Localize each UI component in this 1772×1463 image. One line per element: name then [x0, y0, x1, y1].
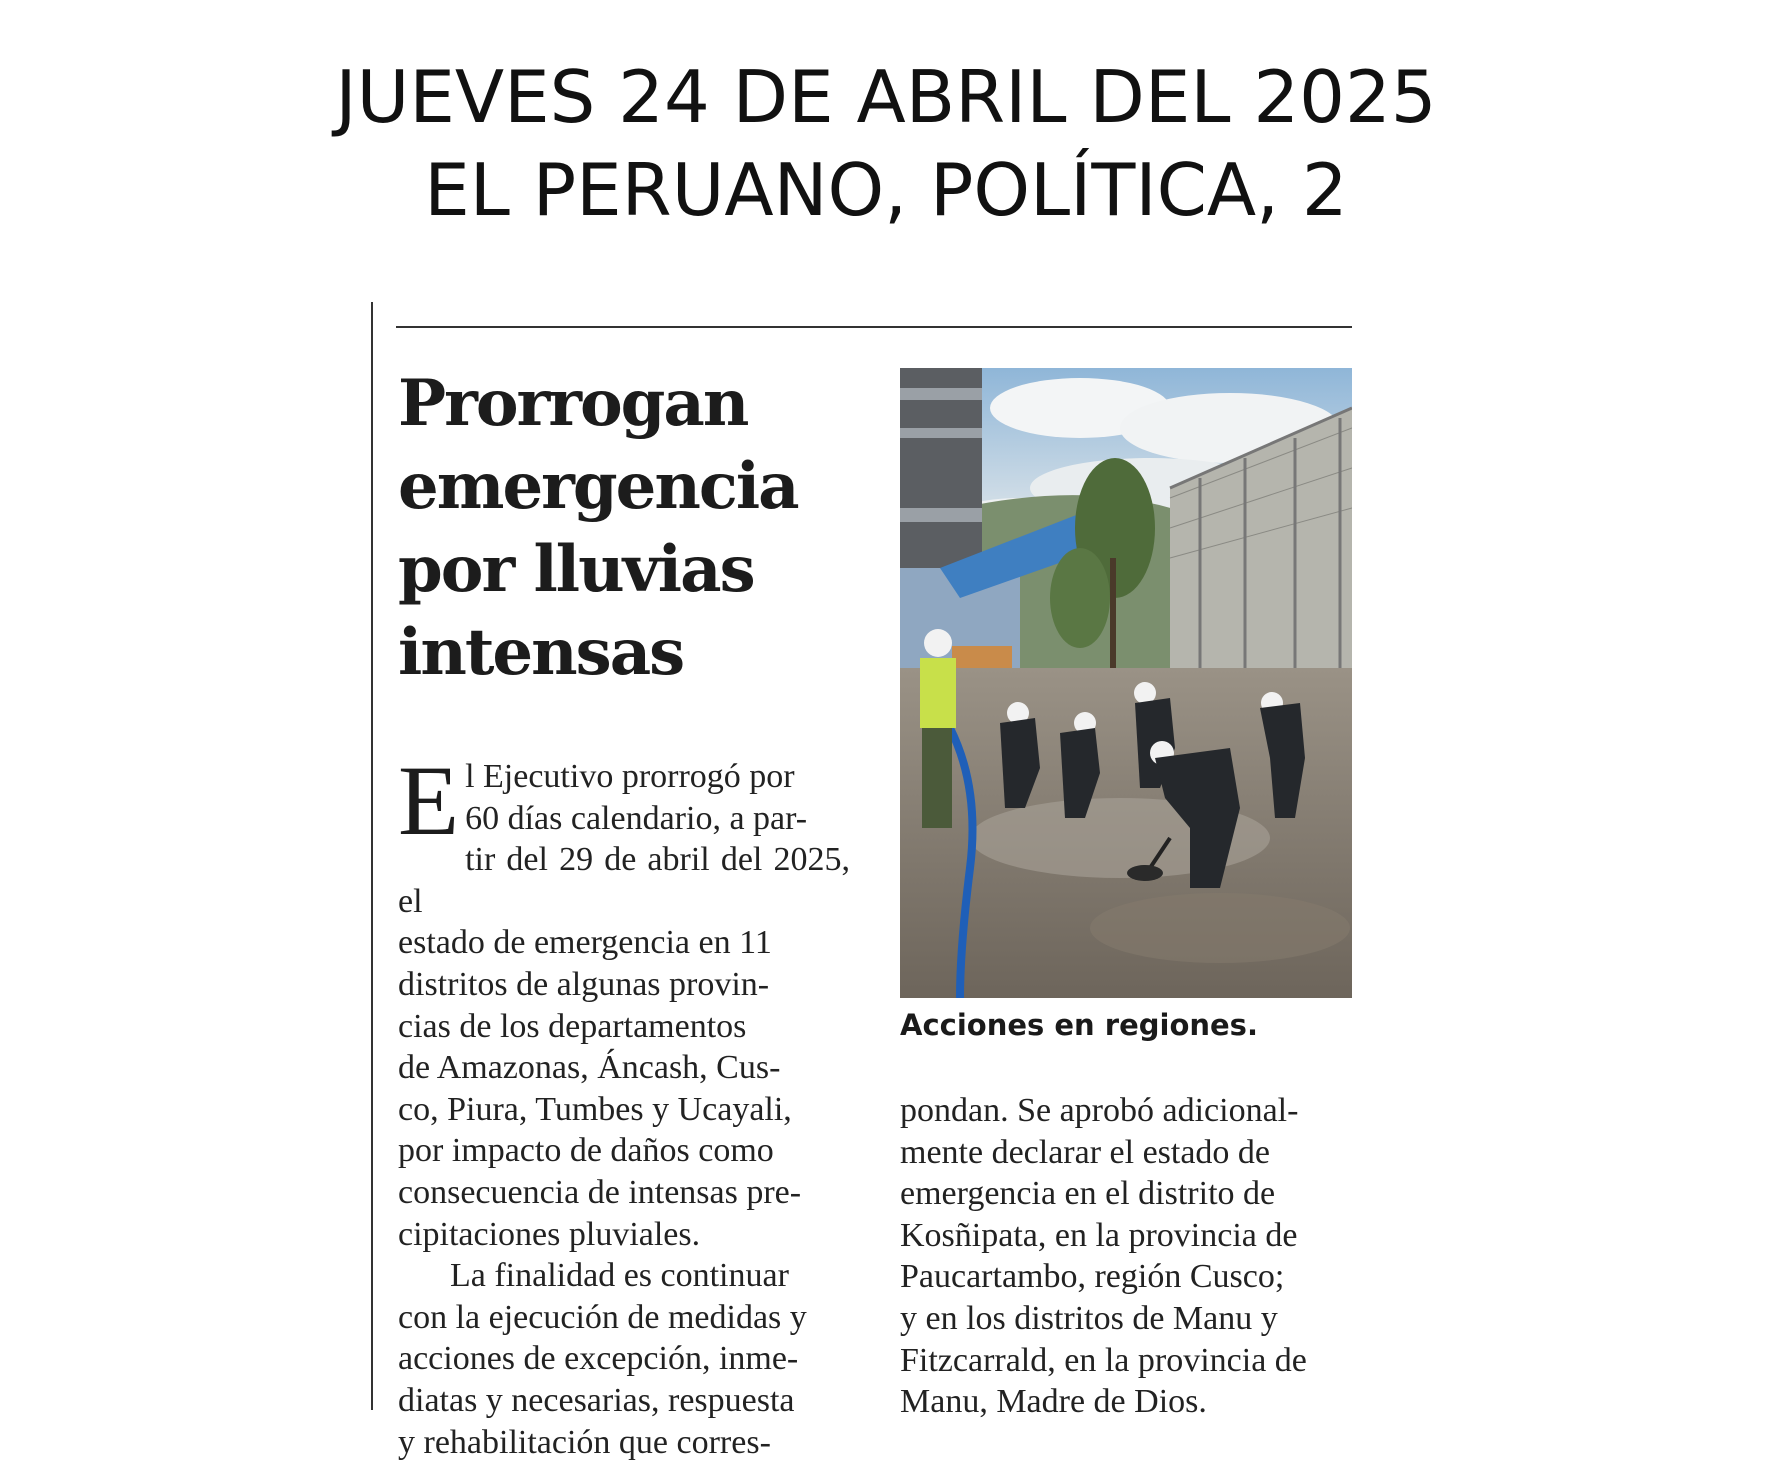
article-body-right-column	[900, 1090, 1352, 1423]
article-top-rule	[396, 326, 1352, 328]
body-line: tir del 29 de abril del 2025, el	[398, 839, 850, 922]
article-photo-flood-cleanup	[900, 368, 1352, 998]
body-line: co, Piura, Tumbes y Ucayali,	[398, 1089, 850, 1131]
article-headline: Prorrogan emergencia por lluvias intensas	[398, 362, 838, 694]
date-line: JUEVES 24 DE ABRIL DEL 2025	[0, 55, 1772, 139]
body-line: Fitzcarrald, en la provincia de	[900, 1340, 1352, 1382]
photo-caption: Acciones en regiones.	[900, 1008, 1258, 1042]
body-line: consecuencia de intensas pre-	[398, 1172, 850, 1214]
body-line: acciones de excepción, inme-	[398, 1338, 850, 1380]
body-line: distritos de algunas provin-	[398, 964, 850, 1006]
article-body-left-column	[398, 756, 850, 1463]
body-line: La finalidad es continuar	[398, 1255, 850, 1297]
article-paragraph-1	[398, 756, 850, 1255]
body-line: y rehabilitación que corres-	[398, 1422, 850, 1463]
column-vertical-rule	[371, 302, 373, 1410]
body-line: emergencia en el distrito de	[900, 1173, 1352, 1215]
article-paragraph-2-continued	[900, 1090, 1352, 1423]
body-line: con la ejecución de medidas y	[398, 1297, 850, 1339]
body-line: 60 días calendario, a par-	[398, 798, 850, 840]
body-line: cipitaciones pluviales.	[398, 1214, 850, 1256]
body-line: de Amazonas, Áncash, Cus-	[398, 1047, 850, 1089]
body-line: y en los distritos de Manu y	[900, 1298, 1352, 1340]
body-line: por impacto de daños como	[398, 1130, 850, 1172]
body-line: estado de emergencia en 11	[398, 922, 850, 964]
article-paragraph-2	[398, 1255, 850, 1463]
body-line: l Ejecutivo prorrogó por	[398, 756, 850, 798]
body-line: Paucartambo, región Cusco;	[900, 1256, 1352, 1298]
body-line: Manu, Madre de Dios.	[900, 1381, 1352, 1423]
source-line: EL PERUANO, POLÍTICA, 2	[0, 148, 1772, 232]
dropcap-letter: E	[398, 762, 459, 840]
body-line: pondan. Se aprobó adicional-	[900, 1090, 1352, 1132]
body-line: mente declarar el estado de	[900, 1132, 1352, 1174]
body-line: Kosñipata, en la provincia de	[900, 1215, 1352, 1257]
body-line: cias de los departamentos	[398, 1006, 850, 1048]
body-line: diatas y necesarias, respuesta	[398, 1380, 850, 1422]
